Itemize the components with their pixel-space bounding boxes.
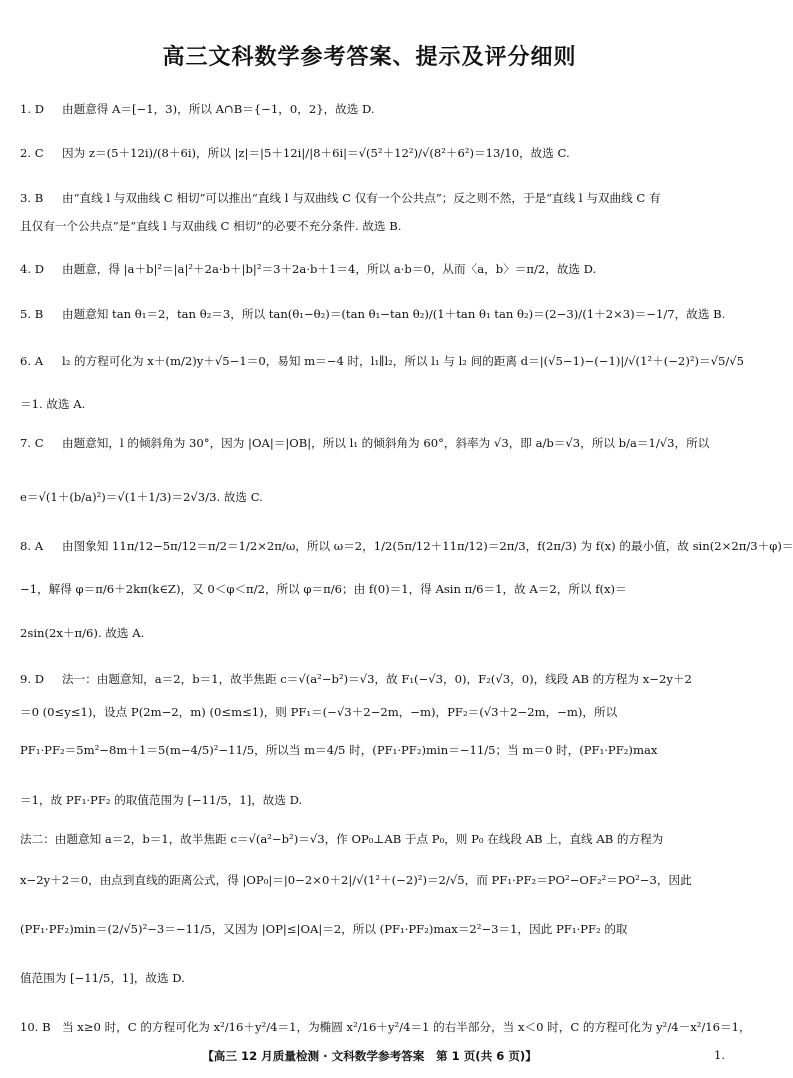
page-title: 高三文科数学参考答案、提示及评分细则 <box>162 45 577 70</box>
answer-text: ＝0 (0≤y≤1)，设点 P(2m−2，m) (0≤m≤1)，则 PF₁＝(−√3＋2−2m，−m)，PF₂＝(√3＋2−2m，−m)，所以 <box>20 705 618 719</box>
page-number: 1. <box>713 1048 725 1062</box>
question-number: 7. C <box>20 436 44 450</box>
answer-text: 当 x≥0 时，C 的方程可化为 x²/16＋y²/4＝1，为椭圆 x²/16＋y²/4＝1 的右半部分，当 x＜0 时，C 的方程可化为 y²/4－x²/16＝1， <box>62 1020 751 1034</box>
answer-line-8b <box>20 581 720 598</box>
answer-text: 由“直线 l 与双曲线 C 相切”可以推出“直线 l 与双曲线 C 仅有一个公共点”；反之则不然，于是“直线 l 与双曲线 C 有 <box>62 191 661 205</box>
answer-line-9h <box>20 970 720 987</box>
answer-line-6b <box>20 396 720 413</box>
question-number: 10. B <box>20 1020 51 1034</box>
answer-line-9d <box>20 792 720 809</box>
answer-text: 由题意，得 |a＋b|²＝|a|²＋2a·b＋|b|²＝3＋2a·b＋1＝4，所以 a·b＝0，从而〈a，b〉＝π/2，故选 D. <box>62 262 597 276</box>
question-number: 6. A <box>20 354 44 368</box>
page-footer: 【高三 12 月质量检测 · 文科数学参考答案 第 1 页(共 6 页)】 <box>202 1049 537 1063</box>
answer-line-2 <box>20 145 720 162</box>
answer-line-1 <box>20 101 720 118</box>
answer-text: 由题意知 tan θ₁＝2，tan θ₂＝3，所以 tan(θ₁−θ₂)＝(tan θ₁−tan θ₂)/(1＋tan θ₁ tan θ₂)＝(2−3)/(1＋2×3)＝−1/7，故选 B. <box>62 307 726 321</box>
question-number: 9. D <box>20 672 45 686</box>
answer-line-3a <box>20 190 720 207</box>
answer-line-7b <box>20 489 720 506</box>
question-number: 2. C <box>20 146 44 160</box>
answer-line-3b <box>20 218 720 235</box>
answer-text: −1，解得 φ＝π/6＋2kπ(k∈Z)，又 0＜φ＜π/2，所以 φ＝π/6；由 f(0)＝1，得 Asin π/6＝1，故 A＝2，所以 f(x)＝ <box>20 582 627 596</box>
answer-text: 由图象知 11π/12−5π/12＝π/2＝1/2×2π/ω，所以 ω＝2，1/2(5π/12＋11π/12)＝2π/3，f(2π/3) 为 f(x) 的最小值，故 sin(2×2π/3＋φ)＝ <box>62 539 793 553</box>
answer-line-9a <box>20 671 720 688</box>
question-number: 1. D <box>20 102 45 116</box>
answer-text: 且仅有一个公共点”是“直线 l 与双曲线 C 相切”的必要不充分条件. 故选 B. <box>20 219 402 233</box>
answer-line-9e <box>20 831 720 848</box>
question-number: 5. B <box>20 307 44 321</box>
answer-line-9b <box>20 704 720 721</box>
answer-line-8c <box>20 625 720 642</box>
question-number: 4. D <box>20 262 45 276</box>
answer-text: ＝1，故 PF₁·PF₂ 的取值范围为 [−11/5，1]，故选 D. <box>20 793 303 807</box>
question-number: 8. A <box>20 539 44 553</box>
answer-text: PF₁·PF₂＝5m²−8m＋1＝5(m−4/5)²−11/5，所以当 m＝4/5 时，(PF₁·PF₂)min＝−11/5；当 m＝0 时，(PF₁·PF₂)max <box>20 743 658 757</box>
answer-text: 由题意得 A＝[−1，3)，所以 A∩B＝{−1，0，2}，故选 D. <box>62 102 375 116</box>
answer-text: x−2y＋2＝0，由点到直线的距离公式，得 |OP₀|＝|0−2×0＋2|/√(1²＋(−2)²)＝2/√5，而 PF₁·PF₂＝PO²−OF₂²＝PO²−3，因此 <box>20 873 692 887</box>
answer-line-8a <box>20 538 793 555</box>
question-number: 3. B <box>20 191 44 205</box>
answer-text: 由题意知，l 的倾斜角为 30°，因为 |OA|＝|OB|，所以 l₁ 的倾斜角为 60°，斜率为 √3，即 a/b＝√3，所以 b/a＝1/√3，所以 <box>62 436 710 450</box>
answer-line-9c <box>20 742 720 759</box>
answer-text: (PF₁·PF₂)min＝(2/√5)²−3＝−11/5，又因为 |OP|≤|OA|＝2，所以 (PF₁·PF₂)max＝2²−3＝1，因此 PF₁·PF₂ 的取 <box>20 922 628 936</box>
answer-line-10 <box>20 1019 751 1036</box>
answer-text: 因为 z＝(5＋12i)/(8＋6i)，所以 |z|＝|5＋12i|/|8＋6i|＝√(5²＋12²)/√(8²＋6²)＝13/10，故选 C. <box>62 146 570 160</box>
answer-line-9g <box>20 921 720 938</box>
answer-text: 法一：由题意知，a＝2，b＝1，故半焦距 c＝√(a²−b²)＝√3，故 F₁(−√3，0)，F₂(√3，0)，线段 AB 的方程为 x−2y＋2 <box>62 672 692 686</box>
answer-line-9f <box>20 872 720 889</box>
answer-line-4 <box>20 261 720 278</box>
answer-line-7a <box>20 435 720 452</box>
answer-text: e＝√(1＋(b/a)²)＝√(1＋1/3)＝2√3/3. 故选 C. <box>20 490 263 504</box>
answer-text: ＝1. 故选 A. <box>20 397 86 411</box>
answer-text: 值范围为 [−11/5，1]，故选 D. <box>20 971 185 985</box>
answer-line-6a <box>20 353 745 370</box>
answer-text: 2sin(2x＋π/6). 故选 A. <box>20 626 145 640</box>
answer-text: 法二：由题意知 a＝2，b＝1，故半焦距 c＝√(a²−b²)＝√3，作 OP₀⊥AB 于点 P₀，则 P₀ 在线段 AB 上，直线 AB 的方程为 <box>20 832 664 846</box>
answer-line-5 <box>20 306 726 323</box>
answer-text: l₂ 的方程可化为 x＋(m/2)y＋√5−1＝0，易知 m＝−4 时，l₁∥l₂，所以 l₁ 与 l₂ 间的距离 d＝|(√5−1)−(−1)|/√(1²＋(−2)²)＝√5/√5 <box>62 354 745 368</box>
